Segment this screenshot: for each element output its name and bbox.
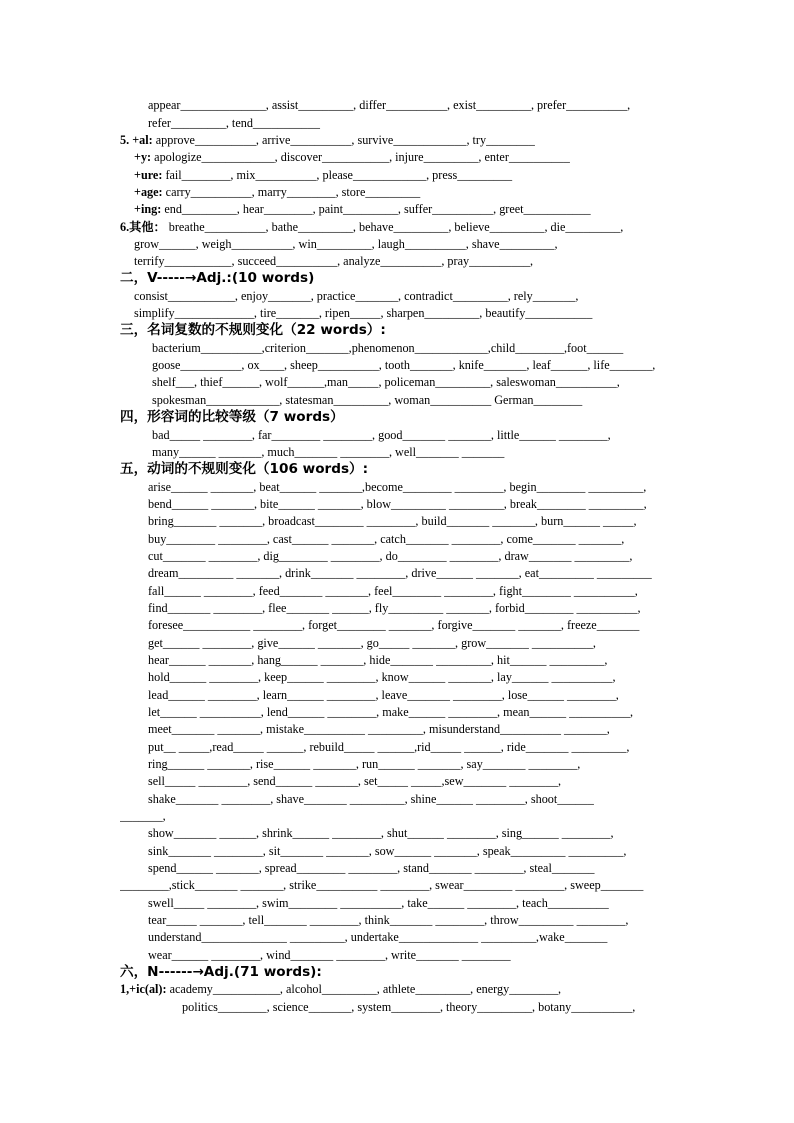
exercise-line: terrify___________, succeed__________, analyze__________, pray__________,	[134, 254, 534, 268]
exercise-line: hear______ _______, hang______ _______, hide_______ _________, hit______ _________,	[148, 653, 608, 667]
exercise-line: foresee___________ ________, forget________ _______, forgive_______ _______, freeze_______	[148, 618, 640, 632]
exercise-line: sell_____ ________, send______ _______, set_____ _____,sew_______ ________,	[148, 774, 562, 788]
exercise-line: refer_________, tend___________	[148, 116, 320, 130]
exercise-line: tear_____ _______, tell_______ ________, think_______ ________, throw_________ ________,	[148, 913, 629, 927]
exercise-line: lead______ ________, learn______ ________, leave_______ ________, lose______ ________,	[148, 688, 619, 702]
exercise-line: swell_____ ________, swim________ __________, take______ ________, teach__________	[148, 896, 609, 910]
exercise-line: cut_______ ________, dig________ ________, do________ ________, draw_______ _________,	[148, 549, 633, 563]
exercise-line: buy________ ________, cast______ _______, catch_______ ________, come_______ _______,	[148, 532, 625, 546]
exercise-line: bacterium__________,criterion_______,phenomenon____________,child________,foot______	[152, 341, 624, 355]
exercise-line: arise______ _______, beat______ _______,become________ ________, begin________ _________,	[148, 480, 647, 494]
exercise-line: meet_______ _______, mistake__________ _________, misunderstand__________ _______,	[148, 722, 610, 736]
exercise-line: shake_______ ________, shave_______ _________, shine______ ________, shoot______	[148, 792, 594, 806]
exercise-line: +ing: end_________, hear________, paint_________, suffer__________, greet___________	[134, 202, 591, 216]
exercise-line: spend______ _______, spread________ ________, stand_______ ________, steal_______	[148, 861, 595, 875]
section-heading: 二，V-----→Adj.:(10 words)	[120, 270, 315, 286]
exercise-line: get______ ________, give______ _______, go_____ _______, grow_______ __________,	[148, 636, 596, 650]
exercise-line: hold______ ________, keep______ ________, know______ _______, lay______ __________,	[148, 670, 616, 684]
exercise-line: show_______ ______, shrink______ ________, shut______ ________, sing______ ________,	[148, 826, 614, 840]
exercise-line: bring_______ _______, broadcast________ ________, build_______ _______, burn______ _____,	[148, 514, 637, 528]
exercise-line: find_______ ________, flee_______ ______, fly_________ _______, forbid________ __________,	[148, 601, 641, 615]
exercise-line: consist___________, enjoy_______, practice_______, contradict_________, rely_______,	[134, 289, 579, 303]
exercise-line: bend______ _______, bite______ _______, blow_________ _________, break________ _________,	[148, 497, 647, 511]
exercise-line: simplify_____________, tire_______, ripen_____, sharpen_________, beautify___________	[134, 306, 593, 320]
exercise-line: shelf___, thief______, wolf______,man_____, policeman_________, saleswoman__________,	[152, 375, 620, 389]
exercise-line: understand______________ _________, undertake_____________ _________,wake_______	[148, 930, 608, 944]
exercise-line: fall______ ________, feed_______ _______, feel________ ________, fight________ __________,	[148, 584, 638, 598]
exercise-line: +y: apologize____________, discover___________, injure_________, enter__________	[134, 150, 570, 164]
exercise-line: politics________, science_______, system________, theory_________, botany__________,	[182, 1000, 636, 1014]
exercise-line: 1,+ic(al): academy___________, alcohol_________, athlete_________, energy________,	[120, 982, 561, 996]
exercise-line: sink_______ ________, sit_______ _______, sow______ _______, speak_________ _________,	[148, 844, 627, 858]
exercise-line: bad_____ ________, far________ ________, good_______ _______, little______ ________,	[152, 428, 611, 442]
exercise-line: ring______ _______, rise______ _______, run______ _______, say_______ ________,	[148, 757, 581, 771]
exercise-line: 5. +al: approve__________, arrive__________, survive____________, try________	[120, 133, 535, 147]
exercise-line: +age: carry__________, marry________, store_________	[134, 185, 421, 199]
exercise-line: ________,stick_______ _______, strike__________ ________, swear________ ________, sweep_______	[120, 878, 644, 892]
exercise-line: many______ _______, much_______ ________, well_______ _______	[152, 445, 505, 459]
exercise-line: let______ __________, lend______ ________, make______ ________, mean______ __________,	[148, 705, 634, 719]
exercise-line: goose__________, ox____, sheep__________, tooth_______, knife_______, leaf______, life_______,	[152, 358, 656, 372]
exercise-line: _______,	[120, 809, 166, 823]
section-heading: 四，形容词的比较等级（7 words）	[120, 409, 344, 425]
exercise-line: grow______, weigh__________, win_________, laugh__________, shave_________,	[134, 237, 558, 251]
exercise-line: appear______________, assist_________, differ__________, exist_________, prefer__________,	[148, 98, 631, 112]
section-heading: 六，N------→Adj.(71 words):	[120, 964, 322, 980]
exercise-line: dream_________ _______, drink_______ ________, drive______ _______, eat_________ _________	[148, 566, 652, 580]
section-heading: 三，名词复数的不规则变化（22 words）:	[120, 322, 386, 338]
exercise-line: spokesman____________, statesman_________, woman__________ German________	[152, 393, 583, 407]
exercise-line: put__ _____,read_____ ______, rebuild_____ ______,rid_____ ______, ride_______ _________,	[148, 740, 630, 754]
section-heading: 五，动词的不规则变化（106 words）:	[120, 461, 369, 477]
exercise-line: 6.其他： breathe__________, bathe_________, behave_________, believe_________, die_________,	[120, 220, 624, 234]
exercise-line: wear______ ________, wind_______ ________, write_______ ________	[148, 948, 511, 962]
exercise-line: +ure: fail________, mix__________, please____________, press_________	[134, 168, 513, 182]
